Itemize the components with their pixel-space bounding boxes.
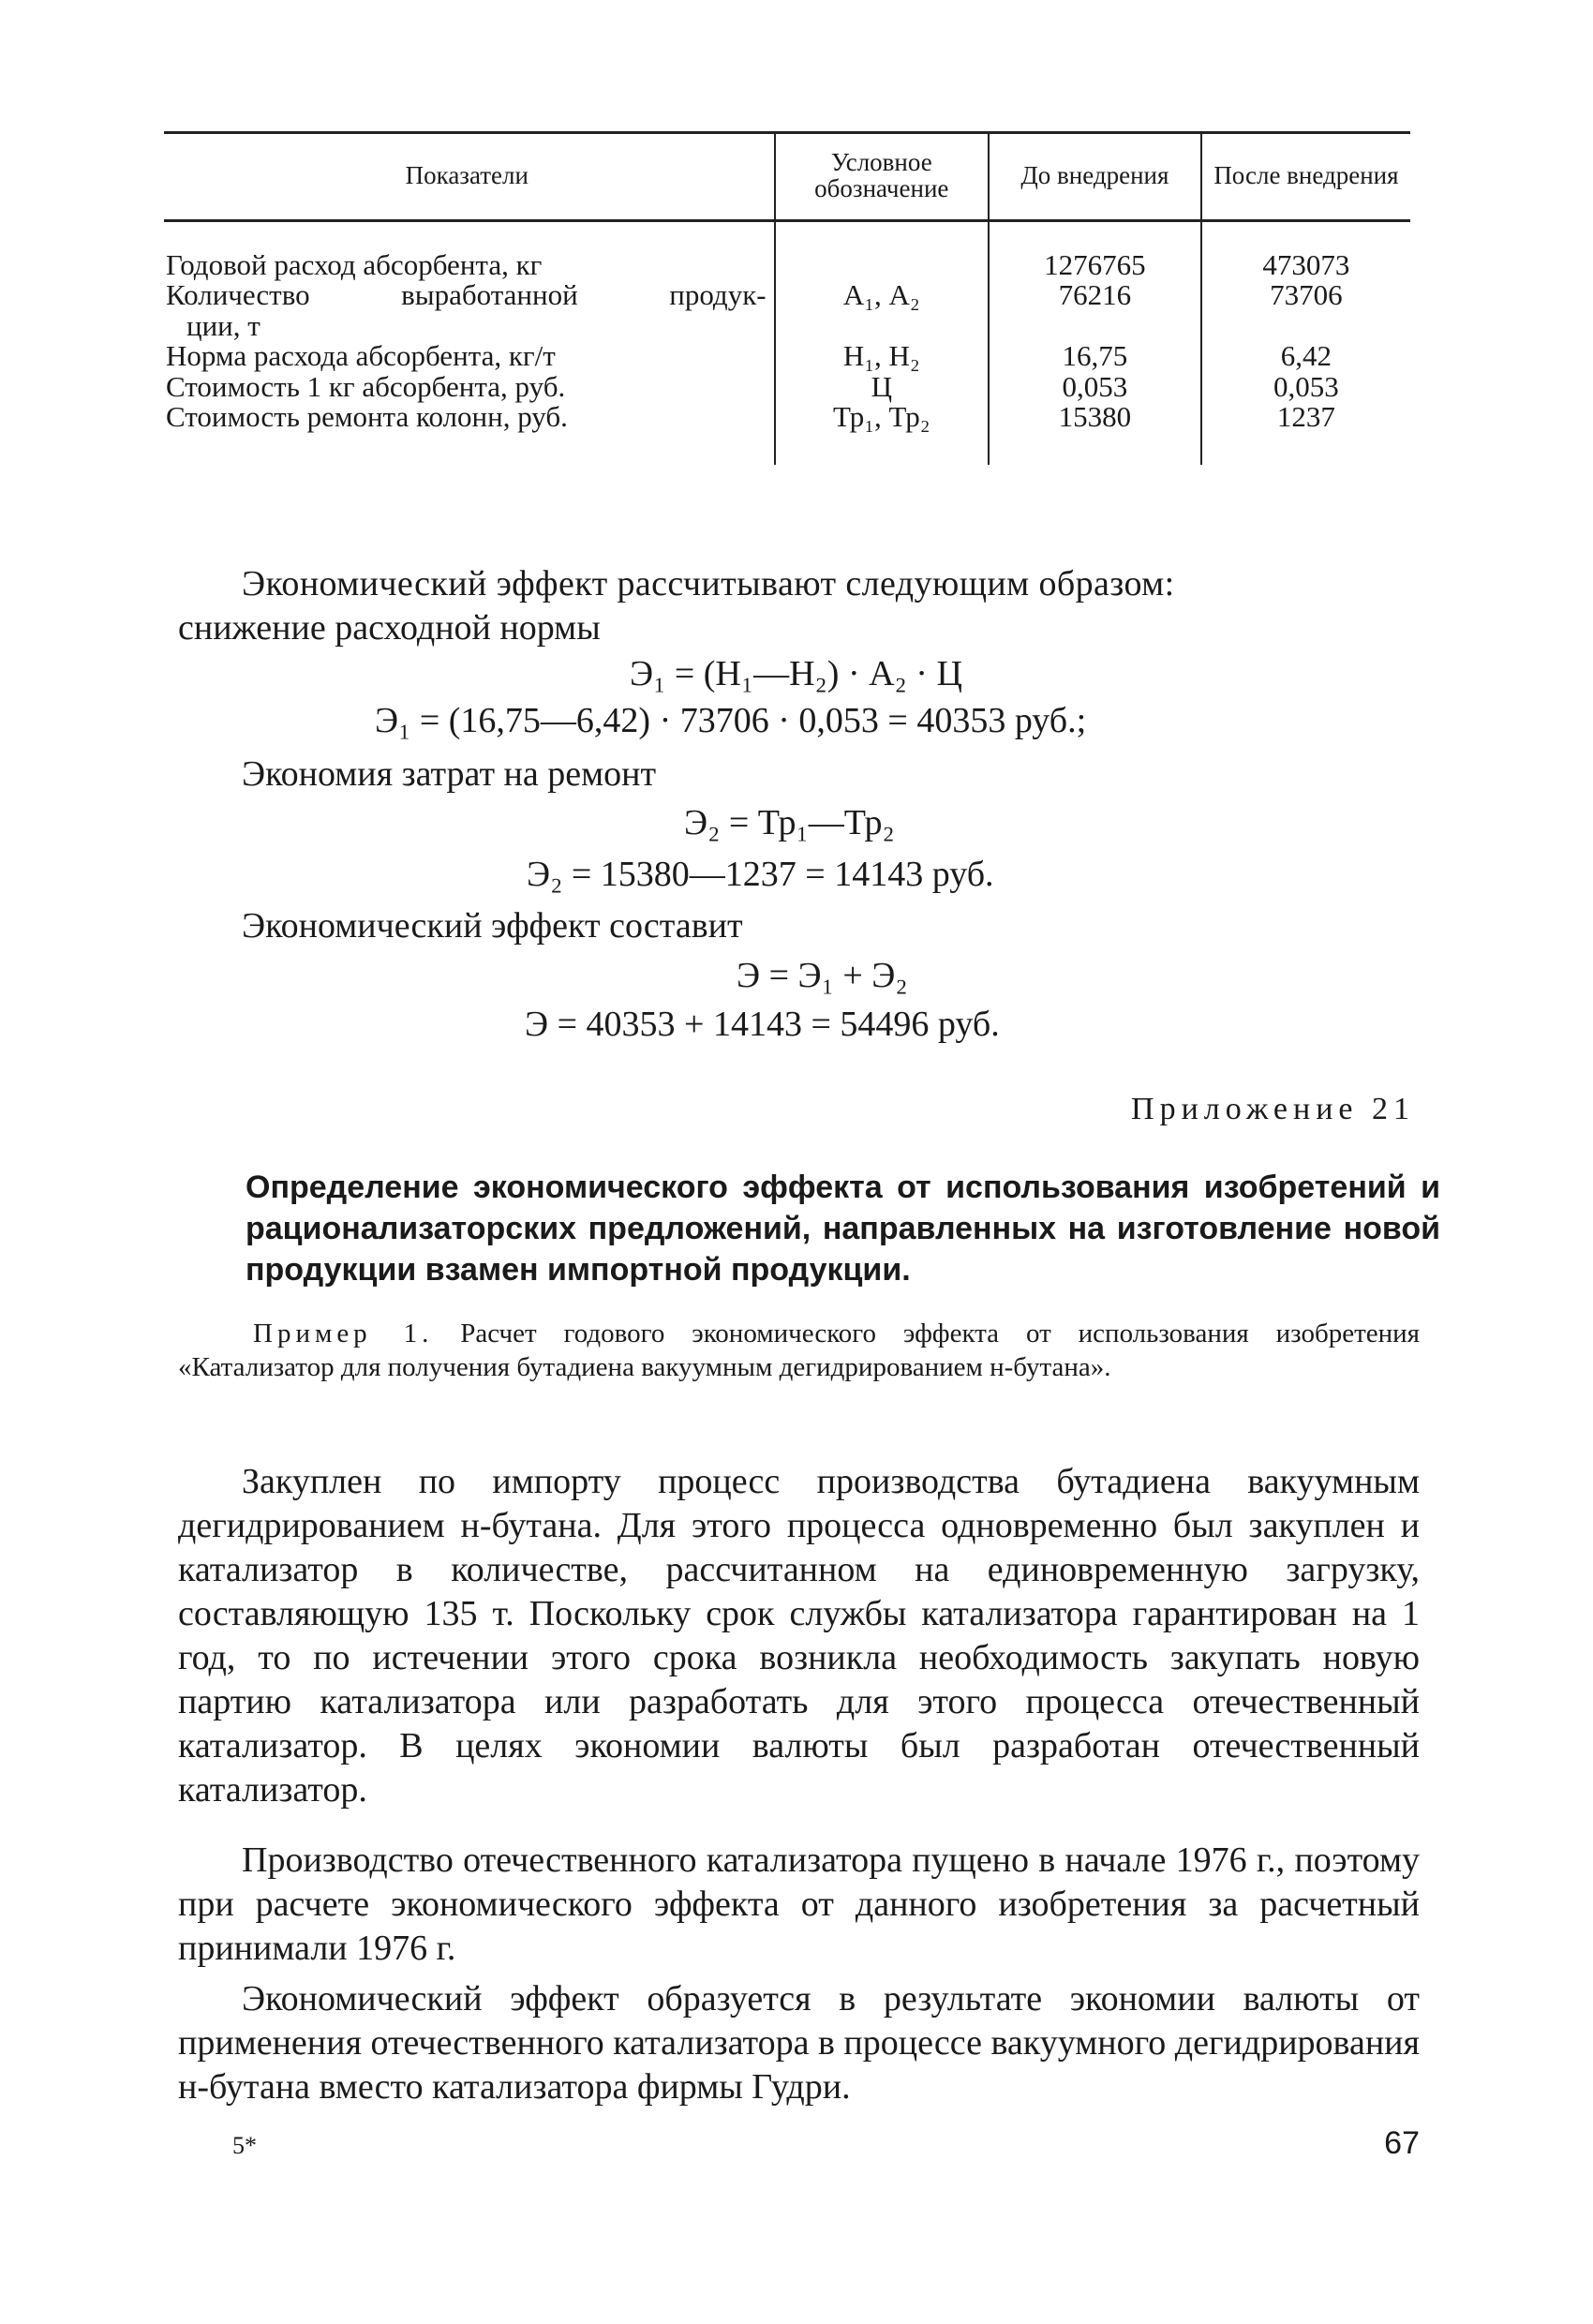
cell-before: 15380 [989, 402, 1201, 465]
header-symbol: Условное обозначение [775, 133, 989, 221]
body-paragraph-3: Экономический эффект образуется в результате экономии валюты от применения отечественного катализатора в процессе вакуумного дегидрирования н-бутана вместо катализатора фирмы Гудри. [178, 1979, 1420, 2107]
cell-after: 1237 [1201, 402, 1410, 465]
calc-intro [178, 562, 1420, 650]
cell-indicator: Годовой расход абсорбента, кг [166, 247, 543, 281]
table-row [164, 402, 1410, 465]
formula-total-numeric: Э = 40353 + 14143 = 54496 руб. [525, 1005, 1000, 1044]
example-paragraph [178, 1317, 1420, 1384]
cell-after: 6,42 [1201, 341, 1410, 372]
cell-indicator: Норма расхода абсорбента, кг/т [166, 339, 556, 373]
cell-before: 76216 [989, 280, 1201, 341]
cell-symbol: А₁, А₂ [775, 280, 989, 341]
body-paragraph-1: Закуплен по импорту процесс производства бутадиена вакуумным дегидрированием н-бутана. Для этого процесса одновременно был закуплен и катализатор в количестве, рассчитанном на единовременную загрузку, составляющую 135 т. Поскольку срок службы катализатора гарантирован на 1 год, то по истечении этого срока возникла необходимость закупать новую партию катализатора или разработать для этого процесса отечественный катализатор. В целях экономии валюты был разработан отечественный катализатор. [178, 1462, 1420, 1810]
cell-indicator: Стоимость ремонта колонн, руб. [166, 400, 568, 434]
signature-mark: 5* [232, 2132, 257, 2159]
cell-before: 1276765 [989, 220, 1201, 280]
indicators-table [164, 131, 1410, 465]
cell-after: 0,053 [1201, 372, 1410, 403]
formula-e1-numeric: Э₁ = (16,75—6,42) · 73706 · 0,053 = 40353 руб.; [375, 701, 1087, 740]
formula-e1-general: Э₁ = (Н₁—Н₂) · А₂ · Ц [630, 654, 962, 693]
cell-indicator [164, 280, 775, 341]
cell-after: 473073 [1201, 220, 1410, 280]
calc-intro-line1: Экономический эффект рассчитывают следующим образом: [242, 564, 1175, 603]
table-header-row [164, 133, 1410, 221]
table-row [164, 341, 1410, 372]
calc-intro-line2: снижение расходной нормы [178, 608, 601, 648]
cell-before: 0,053 [989, 372, 1201, 403]
repair-savings-label: Экономия затрат на ремонт [242, 754, 657, 794]
cell-indicator: Стоимость 1 кг абсорбента, руб. [166, 369, 566, 403]
cell-symbol: Тр₁, Тр₂ [775, 402, 989, 465]
table-row [164, 220, 1410, 280]
formula-e2-general: Э₂ = Тр₁—Тр₂ [684, 803, 895, 842]
indicators-table-wrap [164, 131, 1410, 465]
example-text: Расчет годового экономического эффекта от использования изобретения «Катализатор для получения бутадиена вакуумным дегидрированием н-бутана». [178, 1318, 1420, 1382]
cell-after: 73706 [1201, 280, 1410, 341]
body-paragraph-2: Производство отечественного катализатора пущено в начале 1976 г., поэтому при расчете экономического эффекта от данного изобретения за расчетный принимали 1976 г. [178, 1840, 1420, 1968]
table-row [164, 372, 1410, 403]
cell-before: 16,75 [989, 341, 1201, 372]
header-indicators: Показатели [164, 133, 775, 221]
formula-e2-numeric: Э₂ = 15380—1237 = 14143 руб. [527, 855, 994, 894]
header-before: До внедрения [989, 133, 1201, 221]
cell-indicator-line2: ции, т [186, 308, 261, 342]
formula-total-general: Э = Э₁ + Э₂ [737, 956, 908, 995]
cell-indicator-line1: Количество выработанной продук- [166, 278, 767, 312]
example-lead: Пример 1. [253, 1318, 434, 1348]
cell-symbol: Ц [775, 372, 989, 403]
section-heading: Определение экономического эффекта от использования изобретений и рационализаторских предложений, направленных на изготовление новой продукции взамен импортной продукции. [246, 1169, 1440, 1288]
cell-symbol [775, 220, 989, 280]
total-effect-label: Экономический эффект составит [242, 906, 743, 946]
appendix-label: Приложение 21 [1131, 1092, 1415, 1126]
table-row [164, 280, 1410, 341]
header-after: После внедрения [1201, 133, 1410, 221]
page-number: 67 [1384, 2125, 1420, 2161]
cell-symbol: Н₁, Н₂ [775, 341, 989, 372]
